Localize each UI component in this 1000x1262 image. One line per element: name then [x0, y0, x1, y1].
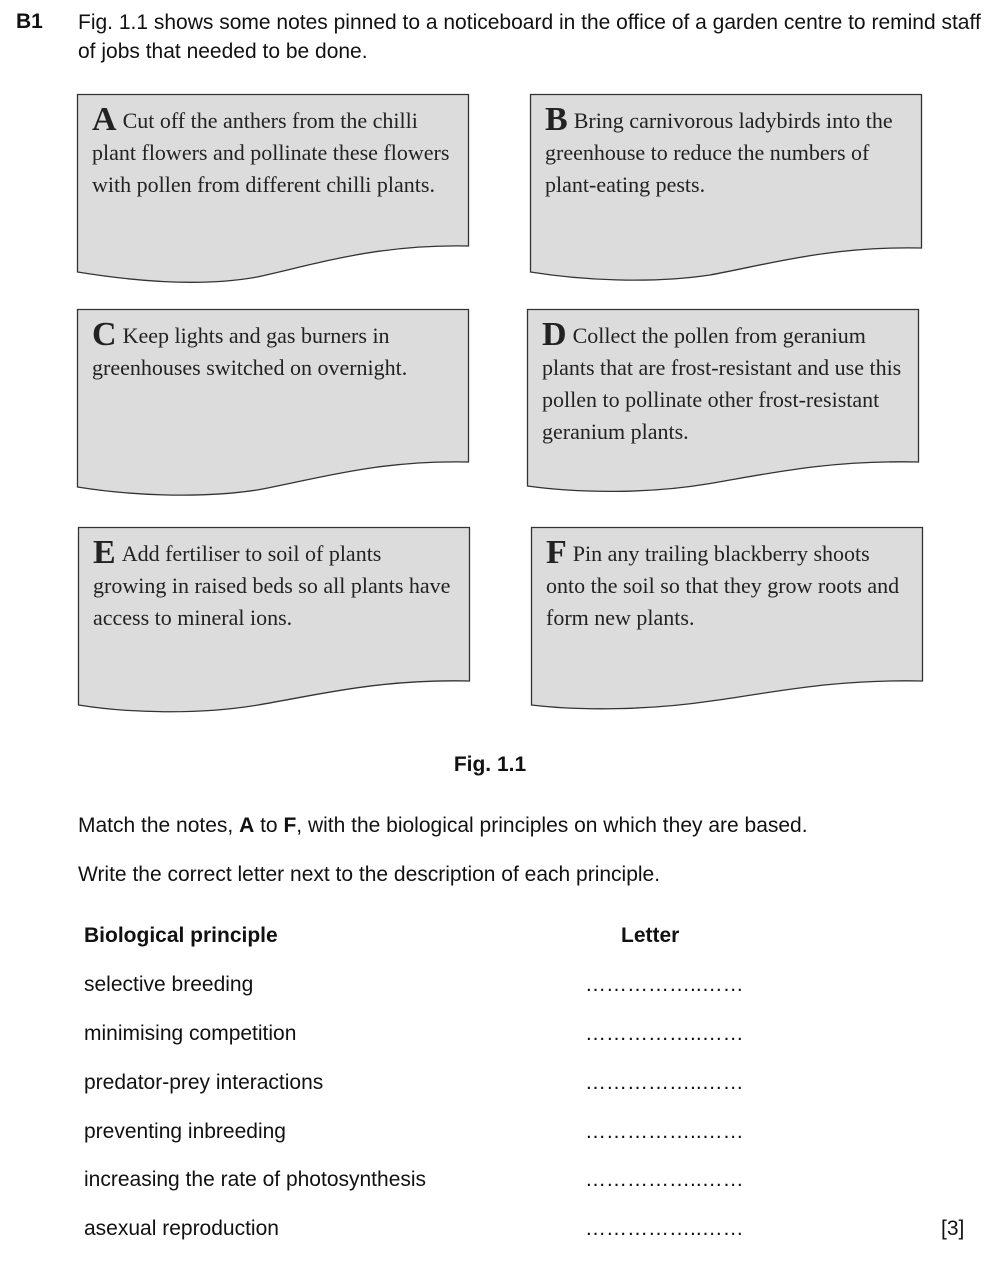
note-d-content	[542, 316, 907, 448]
note-b-content	[545, 101, 910, 201]
note-e	[78, 527, 470, 717]
note-f-text: Pin any trailing blackberry shoots onto the soil so that they grow roots and form new plants.	[546, 541, 900, 630]
note-d	[527, 309, 919, 499]
note-d-letter: D	[542, 316, 567, 353]
note-a-letter: A	[92, 101, 117, 138]
principle-label: increasing the rate of photosynthesis	[84, 1168, 427, 1191]
question-number: B1	[16, 10, 43, 33]
note-f-letter: F	[546, 534, 567, 571]
answer-field[interactable]: ……………..……	[585, 973, 744, 996]
note-a-text: Cut off the anthers from the chilli plant flowers and pollinate these flowers with pollen from different chilli plants.	[92, 108, 450, 197]
note-c-text: Keep lights and gas burners in greenhouses switched on overnight.	[92, 323, 408, 380]
question-intro: Fig. 1.1 shows some notes pinned to a noticeboard in the office of a garden centre to remind staff of jobs that needed to be done.	[78, 11, 981, 63]
principle-label: asexual reproduction	[84, 1217, 279, 1240]
answer-field[interactable]: ……………..……	[585, 1071, 744, 1094]
note-e-letter: E	[93, 534, 116, 571]
note-b-letter: B	[545, 101, 568, 138]
principle-label: minimising competition	[84, 1022, 297, 1045]
note-b	[530, 94, 922, 284]
answer-field[interactable]: ……………..……	[585, 1168, 744, 1191]
match-text-1: Match the notes,	[78, 814, 240, 837]
match-instruction	[78, 814, 808, 838]
column-header-principle: Biological principle	[84, 924, 278, 947]
match-letter-f: F	[283, 814, 297, 837]
match-text-3: , with the biological principles on which they are based.	[296, 814, 808, 837]
column-header-letter: Letter	[621, 924, 680, 947]
principle-label: preventing inbreeding	[84, 1120, 286, 1143]
note-f-content	[546, 534, 911, 634]
note-c-content	[92, 316, 457, 384]
marks-allocation: [3]	[941, 1217, 965, 1240]
figure-caption: Fig. 1.1	[453, 753, 527, 776]
write-instruction: Write the correct letter next to the description of each principle.	[78, 863, 661, 886]
note-d-text: Collect the pollen from geranium plants that are frost-resistant and use this pollen to pollinate other frost-resistant geranium plants.	[542, 323, 902, 444]
answer-field[interactable]: ……………..……	[585, 1120, 744, 1143]
note-b-text: Bring carnivorous ladybirds into the greenhouse to reduce the numbers of plant-eating pests.	[545, 108, 893, 197]
answer-field[interactable]: ……………..……	[585, 1022, 744, 1045]
note-c	[77, 309, 469, 499]
answer-field[interactable]: ……………..……	[585, 1217, 744, 1240]
note-a-content	[92, 101, 457, 201]
principle-label: selective breeding	[84, 973, 254, 996]
match-text-2: to	[254, 814, 284, 837]
note-e-content	[93, 534, 458, 634]
principle-label: predator-prey interactions	[84, 1071, 324, 1094]
note-f	[531, 527, 923, 717]
note-a	[77, 94, 469, 284]
note-c-letter: C	[92, 316, 117, 353]
match-letter-a: A	[239, 814, 255, 837]
note-e-text: Add fertiliser to soil of plants growing in raised beds so all plants have access to mineral ions.	[93, 541, 451, 630]
